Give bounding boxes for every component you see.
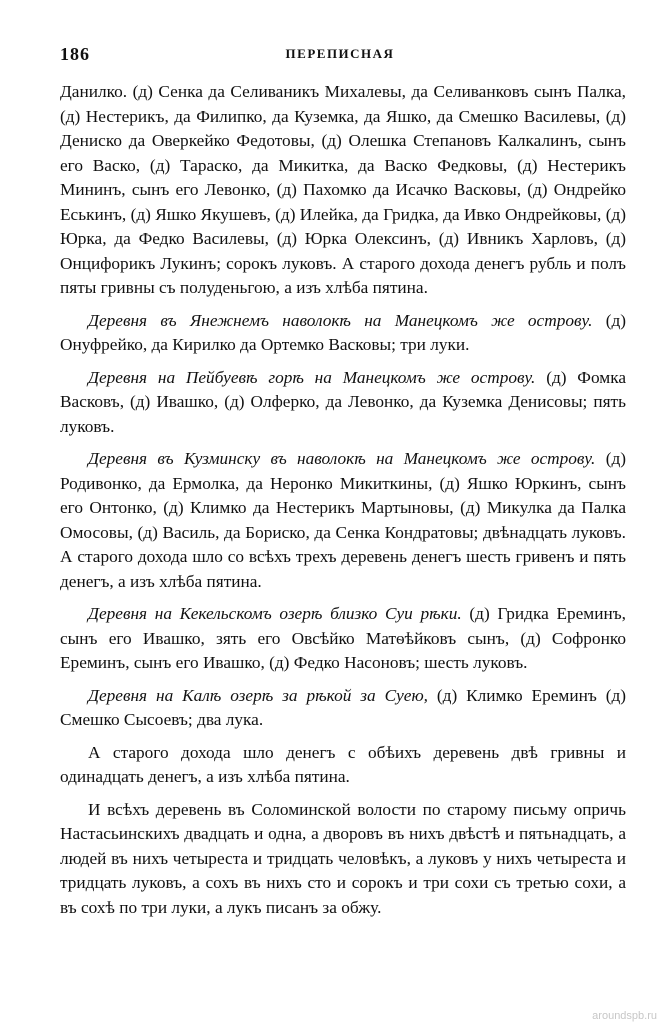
paragraph [60, 447, 626, 594]
paragraph-text: (д) Фомка Васковъ, (д) Ивашко, (д) Олферко, да Левонко, да Куземка Денисовы; пять луковъ. [60, 367, 627, 436]
paragraph [60, 741, 626, 790]
paragraph [60, 309, 626, 358]
village-heading: Деревня въ Кузминску въ наволокѣ на Манецкомъ же острову. [88, 449, 596, 468]
paragraph-text: А старого дохода шло денегъ с обѣихъ деревень двѣ гривны и одинадцать денегъ, а изъ хлѣба пятина. [60, 742, 626, 786]
running-title: ПЕРЕПИСНАЯ [285, 46, 395, 61]
page-header [60, 44, 620, 64]
paragraph-text: И всѣхъ деревень въ Соломинской волости по старому письму опричь Настасьинскихъ двадцать и одна, а дворовъ въ нихъ двѣстѣ и пятьнадцать, а людей въ нихъ четыреста и тридцать человѣкъ, а луковъ у нихъ четыреста и тридцать луковъ, а сохъ въ нихъ сто и сорокъ и три сохи съ третью сохи, а въ сохѣ по три луки, а лукъ писанъ за обжу. [60, 799, 626, 917]
paragraph [60, 80, 626, 301]
village-heading: Деревня на Кекельскомъ озерѣ близко Суи рѣки. [88, 604, 462, 623]
village-heading: Деревня на Пейбуевѣ горѣ на Манецкомъ же острову. [88, 367, 536, 387]
village-heading: Деревня въ Янежнемъ наволокѣ на Манецкомъ же острову. [88, 310, 593, 330]
paragraph [60, 602, 626, 676]
paragraph-text: (д) Онуфрейко, да Кирилко да Ортемко Васковы; три луки. [60, 310, 626, 354]
watermark: aroundspb.ru [592, 1010, 657, 1022]
page-number: 186 [60, 44, 90, 64]
paragraph-text: Данилко. (д) Сенка да Селиваникъ Михалевы, да Селиванковъ сынъ Палка, (д) Нестерикъ, да Филипко, да Куземка, да Яшко, да Смешко Василевы, (д) Дениско да Оверкейко Федотовы, (д) Олешка Степановъ Калкалинъ, сынъ его Васко, (д) Тараско, да Микитка, да Васко Федковы, (д) Нестерикъ Мининъ, сынъ его Левонко, (д) Пахомко да Исачко Васковы, (д) Ондрейко Еськинъ, (д) Яшко Якушевъ, (д) Илейка, да Гридка, да Ивко Ондрейковы, (д) Юрка, да Федко Василевы, (д) Юрка Олексинъ, (д) Ивникъ Харловъ, (д) Онцифорикъ Лукинъ; сорокъ луковъ. А старого дохода денегъ рубль и полъ пяты гривны съ полуденьгою, а изъ хлѣба пятина. [60, 82, 626, 297]
paragraph [60, 366, 626, 440]
paragraph-text: (д) Гридка Ереминъ, сынъ его Ивашко, зять его Овсѣйко Матѳѣйковъ сынъ, (д) Софронко Ереминъ, сынъ его Ивашко, (д) Федко Насоновъ; шесть луковъ. [60, 604, 627, 672]
paragraph-text: (д) Климко Ереминъ (д) Смешко Сысоевъ; два лука. [60, 685, 626, 729]
paragraph-text: (д) Родивонко, да Ермолка, да Неронко Микиткины, (д) Яшко Юркинъ, сынъ его Онтонко, (д) Климко да Нестерикъ Мартыновы, (д) Микулка да Палка Омосовы, (д) Василь, да Бориско, да Сенка Кондратовы; двѣнадцать луковъ. А старого дохода шло со всѣхъ трехъ деревень денегъ шесть гривенъ и пять денегъ, а изъ хлѣба пятина. [60, 449, 626, 591]
paragraph [60, 798, 626, 921]
village-heading: Деревня на Калѣ озерѣ за рѣкой за Суею, [88, 685, 428, 705]
paragraph [60, 684, 626, 733]
page-body [60, 80, 626, 928]
